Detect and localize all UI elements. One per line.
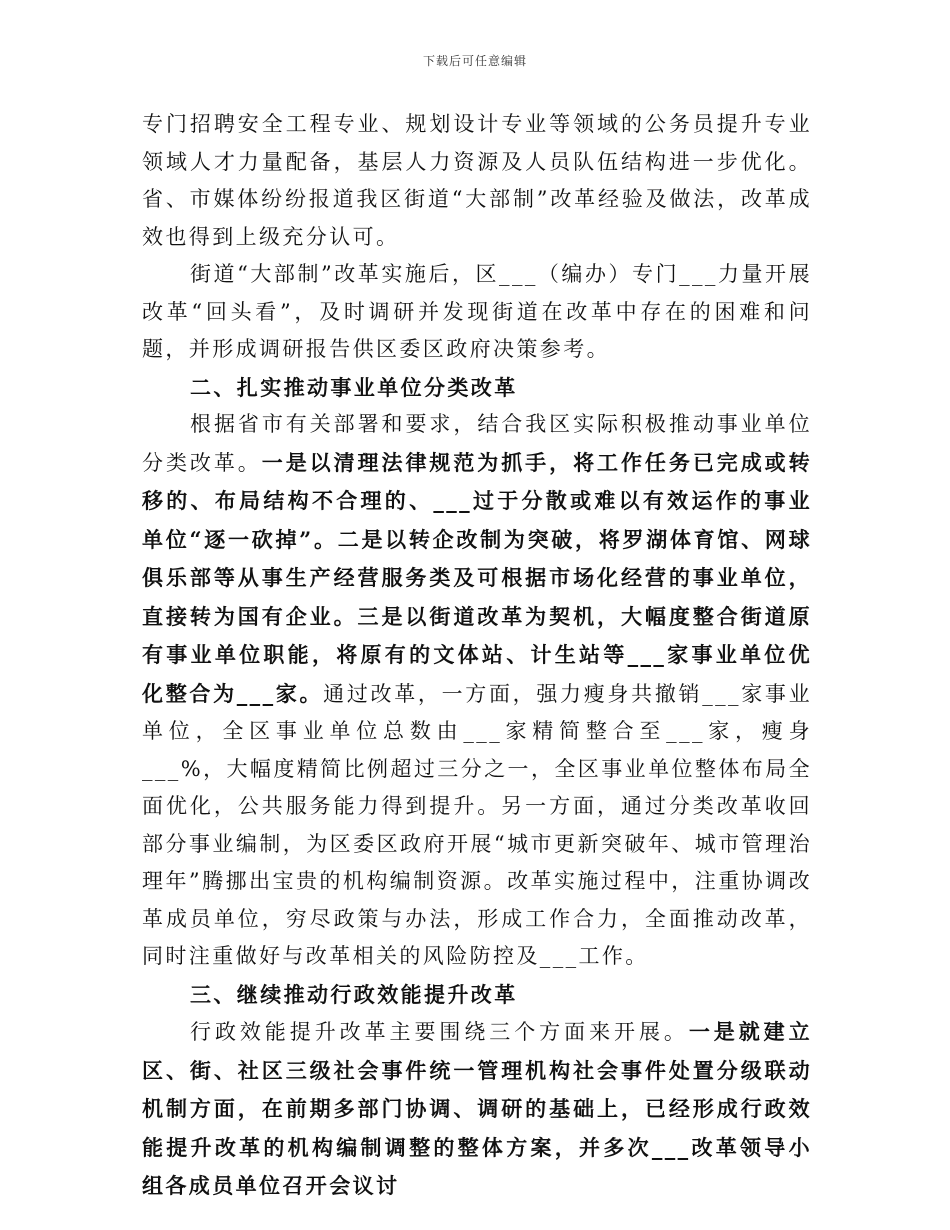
paragraph-4-bold: 一是就建立区、街、社区三级社会事件统一管理机构社会事件处置分级联动机制方面，在前期多部门协调、调研的基础上，已经形成行政效能提升改革的机构编制调整的整体方案，并多次___改革领导小组各成员单位召开会议讨 bbox=[142, 1019, 813, 1198]
document-body bbox=[142, 106, 812, 1206]
paragraph-3 bbox=[142, 406, 812, 976]
paragraph-4 bbox=[142, 1013, 812, 1206]
page-header: 下载后可任意编辑 bbox=[422, 54, 527, 68]
section-heading-3: 三、继续推动行政效能提升改革 bbox=[190, 981, 518, 1007]
section-heading-2: 二、扎实推动事业单位分类改革 bbox=[190, 374, 518, 400]
paragraph-3-bold: 一是以清理法律规范为抓手，将工作任务已完成或转移的、布局结构不合理的、___过于分散或难以有效运作的事业单位“逐一砍掉”。二是以转企改制为突破，将罗湖体育馆、网球俱乐部等从事生产经营服务类及可根据市场化经营的事业单位，直接转为国有企业。三是以街道改革为契机，大幅度整合街道原有事业单位职能，将原有的文体站、计生站等___家事业单位优化整合为___家。 bbox=[142, 449, 813, 706]
paragraph-1: 专门招聘安全工程专业、规划设计专业等领域的公务员提升专业领域人才力量配备，基层人力资源及人员队伍结构进一步优化。省、市媒体纷纷报道我区街道“大部制”改革经验及做法，改革成效也得到上级充分认可。 bbox=[142, 112, 812, 249]
paragraph-2: 街道“大部制”改革实施后，区___（编办）专门___力量开展改革“回头看”，及时调研并发现街道在改革中存在的困难和问题，并形成调研报告供区委区政府决策参考。 bbox=[142, 262, 812, 361]
paragraph-4-intro: 行政效能提升改革主要围绕三个方面来开展。 bbox=[190, 1020, 689, 1044]
paragraph-3-rest: 通过改革，一方面，强力瘦身共撤销___家事业单位，全区事业单位总数由___家精简整合至___家，瘦身___%，大幅度精简比例超过三分之一，全区事业单位整体布局全面优化，公共服务能力得到提升。另一方面，通过分类改革收回部分事业编制，为区委区政府开展“城市更新突破年、城市管理治理年”腾挪出宝贵的机构编制资源。改革实施过程中，注重协调改革成员单位，穷尽政策与办法，形成工作合力，全面推动改革，同时注重做好与改革相关的风险防控及___工作。 bbox=[142, 681, 812, 968]
paragraph-3-intro: 根据省市有关部署和要求，结合我区实际积极推动事业单位分类改革。 bbox=[142, 412, 812, 475]
